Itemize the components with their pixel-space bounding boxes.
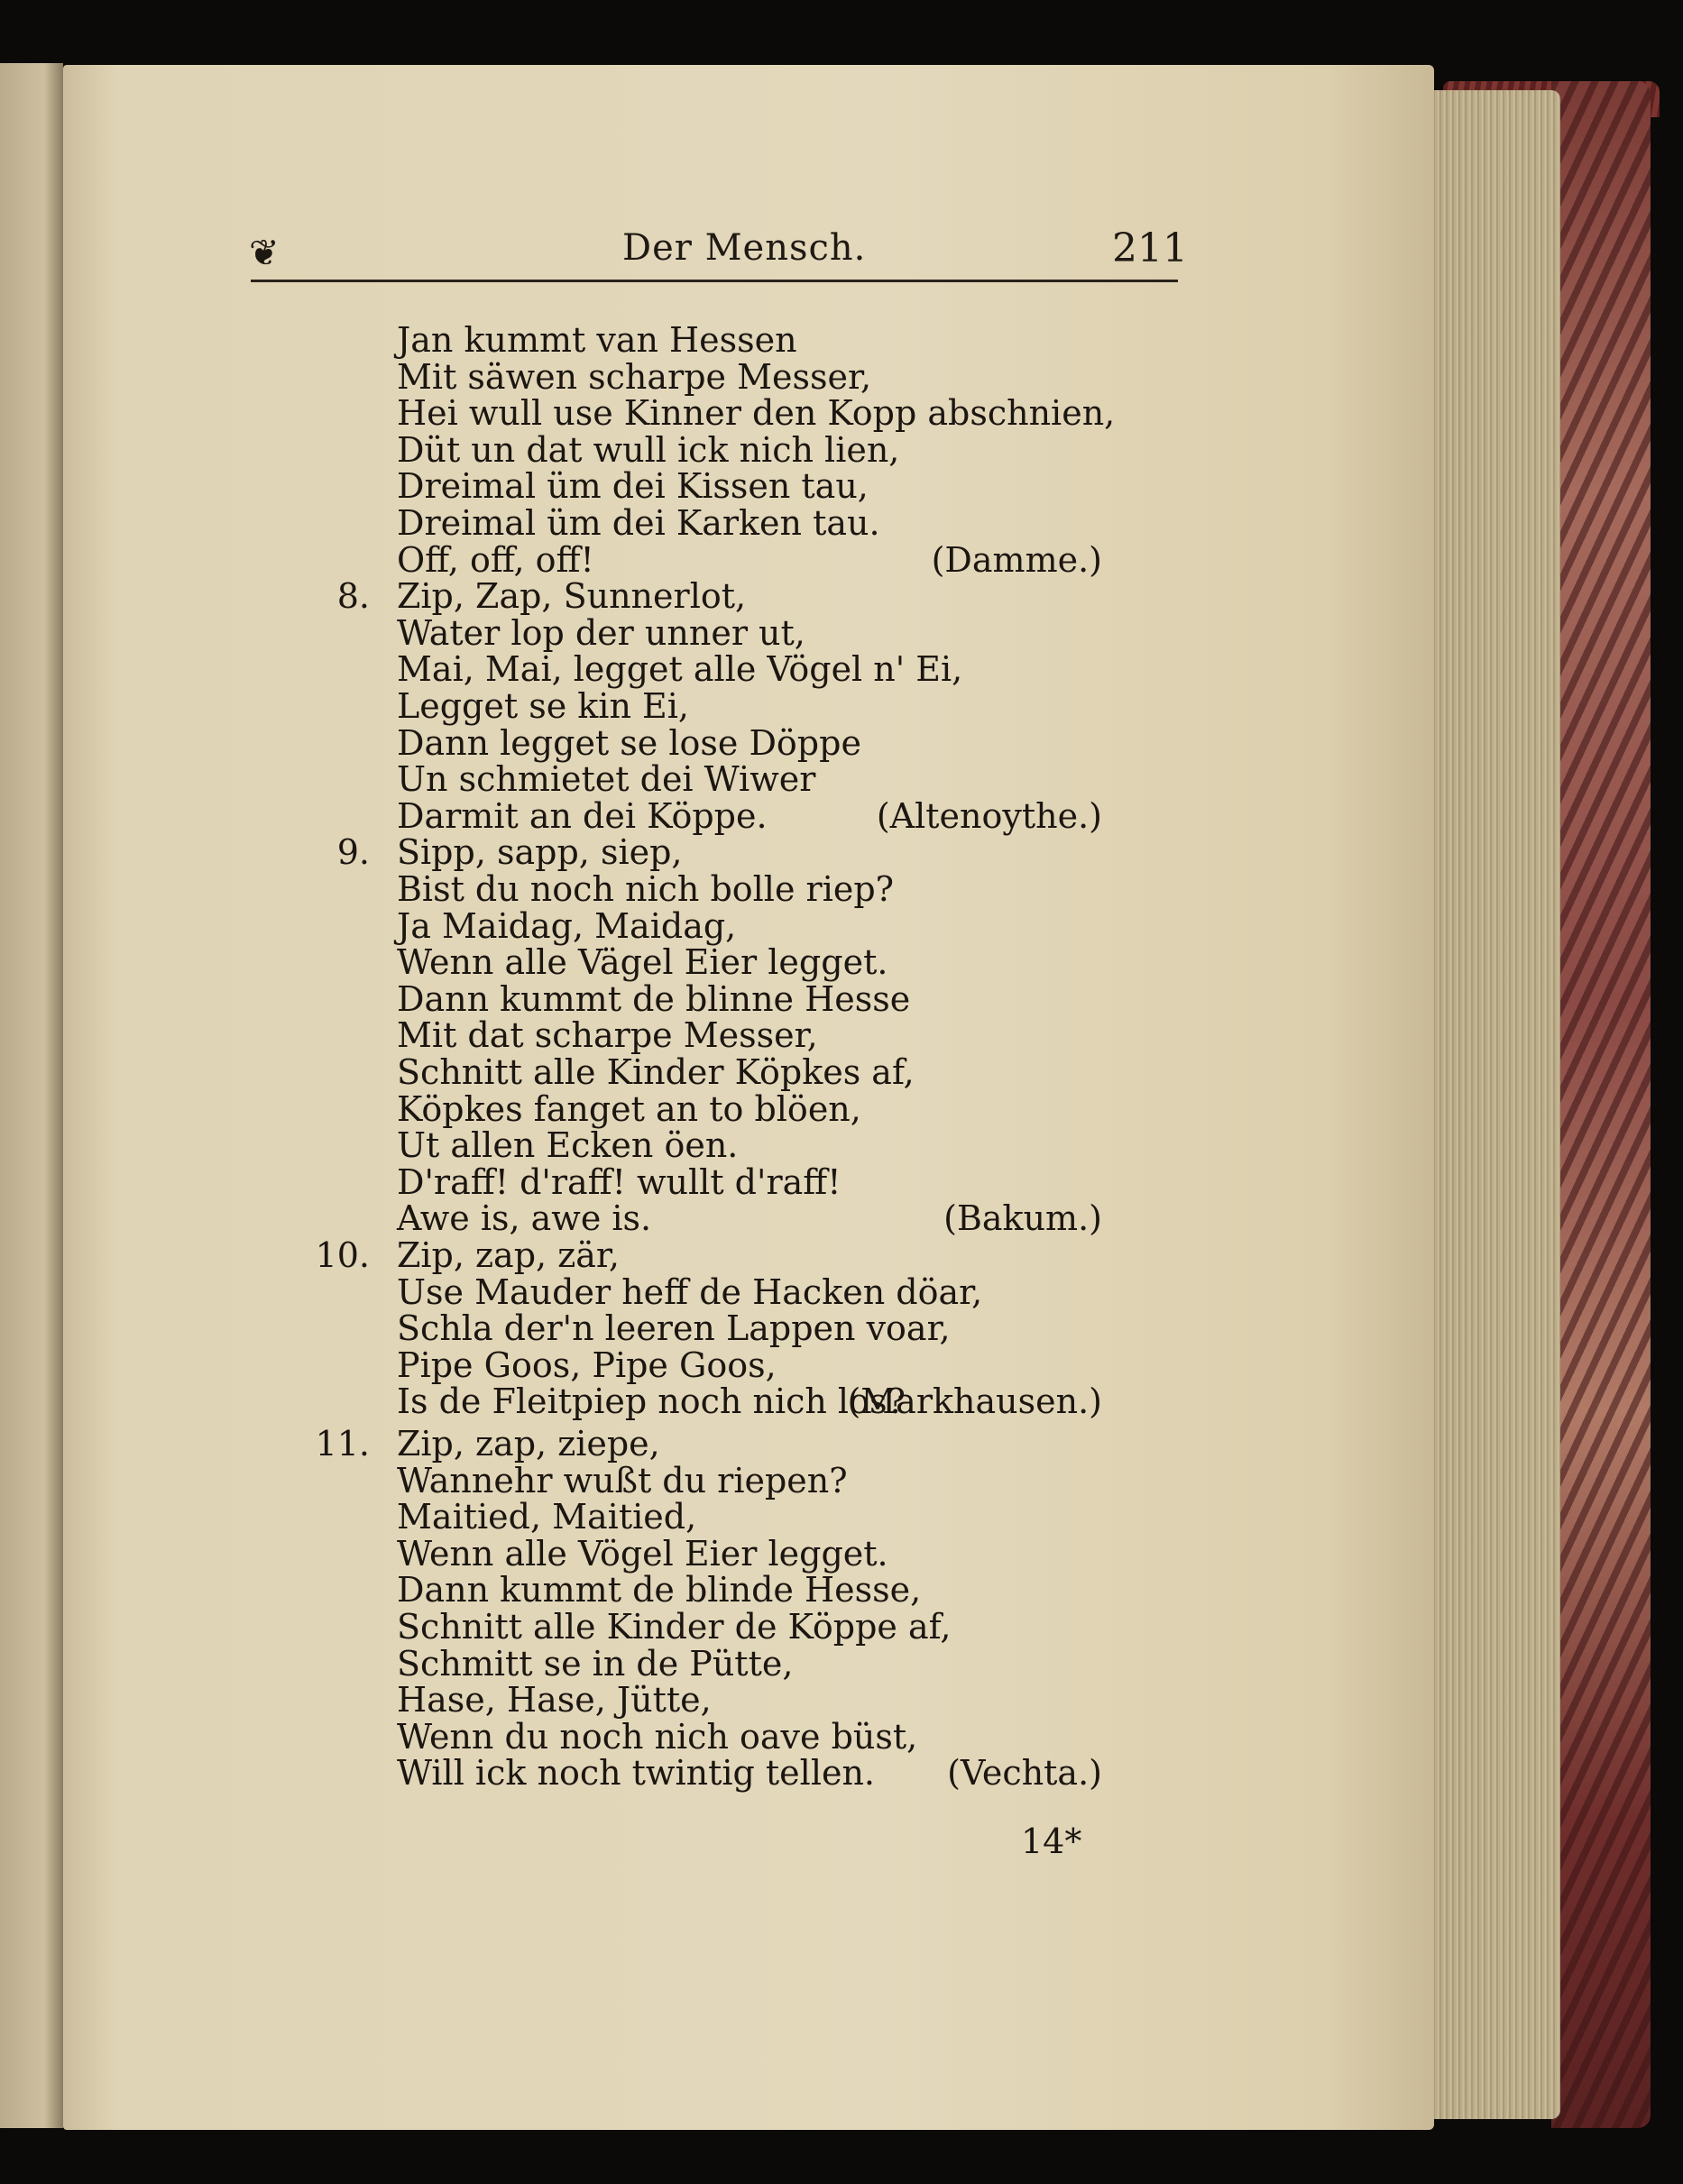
verse-line: Hase, Hase, Jütte, xyxy=(397,1680,712,1721)
verse-line: Will ick noch twintig tellen. xyxy=(397,1753,876,1794)
verse-line: Schnitt alle Kinder de Köppe af, xyxy=(397,1607,952,1647)
verse-line: Köpkes fanget an to blöen, xyxy=(397,1088,861,1129)
header-rule xyxy=(251,280,1178,282)
verse-line: Mai, Mai, legget alle Vögel n' Ei, xyxy=(397,649,963,690)
source-place: (Altenoythe.) xyxy=(876,795,1102,836)
verse-line: Un schmietet dei Wiwer xyxy=(397,759,816,800)
page-fore-edge xyxy=(1430,90,1560,2119)
verse-line: Mit dat scharpe Messer, xyxy=(397,1015,818,1056)
header-ornament: ❦ xyxy=(249,233,280,274)
verse-line: Use Mauder heff de Hacken döar, xyxy=(397,1271,983,1312)
verse-line: Düt un dat wull ick nich lien, xyxy=(397,429,900,470)
verse-line: Dann legget se lose Döppe xyxy=(397,722,861,763)
verse-line: Is de Fleitpiep noch nich los? xyxy=(397,1381,906,1422)
signature-mark: 14* xyxy=(1021,1822,1082,1861)
facing-page-edge xyxy=(0,63,63,2128)
verse-line: Pipe Goos, Pipe Goos, xyxy=(397,1344,777,1385)
verse-number: 10. xyxy=(315,1235,370,1275)
verse-line: Wenn du noch nich oave büst, xyxy=(397,1716,918,1757)
verse-line: Zip, zap, zär, xyxy=(397,1235,620,1275)
verse-line: Dreimal üm dei Karken tau. xyxy=(397,503,880,543)
verse-line: Legget se kin Ei, xyxy=(397,686,689,726)
verse-line: Awe is, awe is. xyxy=(397,1198,652,1239)
verse-line: Bist du noch nich bolle riep? xyxy=(397,869,895,909)
verse-number: 8. xyxy=(336,576,370,617)
verse-line: Ja Maidag, Maidag, xyxy=(397,905,737,946)
running-title: Der Mensch. xyxy=(622,227,867,269)
verse-line: Sipp, sapp, siep, xyxy=(397,832,683,873)
verse-line: Wenn alle Vögel Eier legget. xyxy=(397,1533,888,1574)
verse-line: Darmit an dei Köppe. xyxy=(397,795,768,836)
verse-line: Off, off, off! xyxy=(397,539,594,580)
verse-number: 11. xyxy=(315,1424,370,1464)
verse-line: D'raff! d'raff! wullt d'raff! xyxy=(397,1161,842,1202)
verse-line: Wenn alle Vägel Eier legget. xyxy=(397,942,888,983)
verse-line: Dann kummt de blinde Hesse, xyxy=(397,1570,922,1610)
verse-line: Schmitt se in de Pütte, xyxy=(397,1643,794,1684)
verse-line: Dreimal üm dei Kissen tau, xyxy=(397,466,869,507)
verse-line: Water lop der unner ut, xyxy=(397,612,805,653)
verse-line: Hei wull use Kinner den Kopp abschnien, xyxy=(397,393,1116,434)
verse-line: Zip, zap, ziepe, xyxy=(397,1424,660,1464)
verse-line: Wannehr wußt du riepen? xyxy=(397,1460,848,1500)
verse-line: Mit säwen scharpe Messer, xyxy=(397,356,872,397)
source-place: (Vechta.) xyxy=(947,1753,1102,1794)
verse-line: Schnitt alle Kinder Köpkes af, xyxy=(397,1052,915,1092)
source-place: (Markhausen.) xyxy=(847,1381,1102,1422)
verse-line: Dann kummt de blinne Hesse xyxy=(397,978,911,1019)
verse-line: Schla der'n leeren Lappen voar, xyxy=(397,1308,951,1349)
marbled-cover xyxy=(1551,81,1651,2128)
source-place: (Bakum.) xyxy=(943,1198,1102,1239)
verse-line: Maitied, Maitied, xyxy=(397,1497,697,1537)
page-number: 211 xyxy=(1112,225,1188,271)
verse-line: Jan kummt van Hessen xyxy=(397,320,797,360)
verse-line: Zip, Zap, Sunnerlot, xyxy=(397,576,747,617)
verse-line: Ut allen Ecken öen. xyxy=(397,1125,739,1166)
verse-number: 9. xyxy=(336,832,370,873)
source-place: (Damme.) xyxy=(931,539,1102,580)
